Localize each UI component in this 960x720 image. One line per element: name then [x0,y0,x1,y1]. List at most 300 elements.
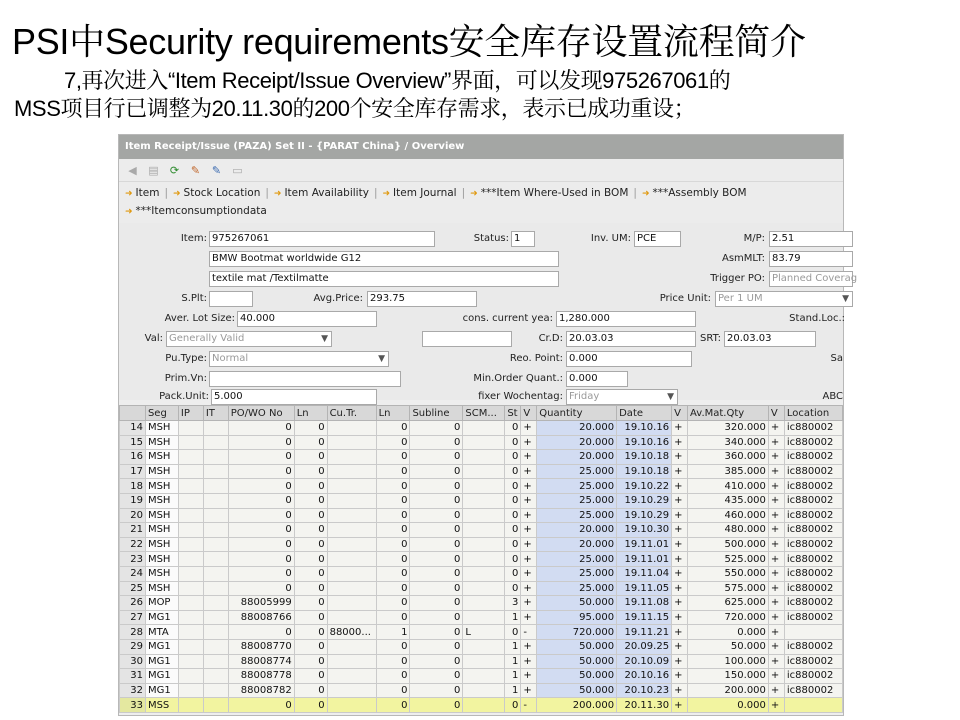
table-cell[interactable]: 460.000 [688,508,769,523]
table-cell[interactable] [463,537,505,552]
avg-price-field[interactable]: 293.75 [367,291,477,307]
table-cell[interactable]: ic880002 [784,654,842,669]
table-cell[interactable] [327,552,376,567]
table-cell[interactable]: 19.10.18 [617,464,672,479]
table-row[interactable] [120,479,843,494]
table-cell[interactable] [178,523,203,538]
table-cell[interactable]: 0 [228,479,294,494]
table-cell[interactable]: 0 [505,552,521,567]
table-cell[interactable]: L [463,625,505,640]
table-cell[interactable]: + [768,596,784,611]
table-cell[interactable]: 19.10.16 [617,435,672,450]
table-cell[interactable]: 525.000 [688,552,769,567]
table-cell[interactable] [463,479,505,494]
table-cell[interactable]: + [672,669,688,684]
table-row[interactable] [120,669,843,684]
table-cell[interactable]: + [521,639,537,654]
table-cell[interactable]: 88008782 [228,683,294,698]
table-cell[interactable]: 0 [376,581,410,596]
table-cell[interactable]: 19.11.01 [617,552,672,567]
table-cell[interactable]: 20.10.23 [617,683,672,698]
table-cell[interactable]: 0 [294,435,327,450]
table-cell[interactable]: 50.000 [537,639,617,654]
table-cell[interactable]: ic880002 [784,683,842,698]
table-cell[interactable]: 19.11.05 [617,581,672,596]
table-cell[interactable]: 385.000 [688,464,769,479]
document-icon[interactable]: ▭ [232,163,243,177]
table-cell[interactable]: 410.000 [688,479,769,494]
table-row[interactable] [120,639,843,654]
table-cell[interactable]: ic880002 [784,435,842,450]
table-cell[interactable]: + [768,669,784,684]
table-cell[interactable] [178,435,203,450]
trigger-po-field[interactable]: Planned Coverag [769,271,853,287]
table-cell[interactable]: 19.11.15 [617,610,672,625]
table-cell[interactable]: 0 [410,508,463,523]
table-cell[interactable]: MTA [145,625,178,640]
table-cell[interactable]: 500.000 [688,537,769,552]
table-cell[interactable]: 0 [294,625,327,640]
table-cell[interactable]: 0 [228,508,294,523]
table-cell[interactable]: 0 [294,421,327,436]
table-cell[interactable]: 0 [294,566,327,581]
val-select[interactable]: Generally Valid ▼ [166,331,332,347]
table-cell[interactable]: 0 [410,450,463,465]
table-cell[interactable]: 0 [228,552,294,567]
back-icon[interactable]: ◀ [128,163,137,177]
status-field[interactable]: 1 [511,231,535,247]
table-cell[interactable]: MG1 [145,654,178,669]
table-cell[interactable]: + [521,669,537,684]
table-cell[interactable]: + [521,479,537,494]
table-cell[interactable]: + [768,610,784,625]
link-item[interactable]: ➜ Item [125,187,160,199]
table-cell[interactable]: 0 [410,654,463,669]
table-cell[interactable]: 0 [228,698,294,713]
table-cell[interactable]: 0 [376,610,410,625]
table-cell[interactable]: 1 [505,669,521,684]
table-cell[interactable]: + [672,421,688,436]
table-cell[interactable] [327,654,376,669]
table-cell[interactable]: 0 [410,625,463,640]
column-header[interactable]: V [521,406,537,421]
column-header[interactable]: IT [203,406,228,421]
table-cell[interactable]: ic880002 [784,537,842,552]
table-cell[interactable]: 1 [505,654,521,669]
table-cell[interactable]: ic880002 [784,464,842,479]
table-cell[interactable]: 0 [505,625,521,640]
table-cell[interactable] [203,537,228,552]
table-cell[interactable]: MSH [145,537,178,552]
table-cell[interactable]: 0 [228,625,294,640]
table-cell[interactable]: + [521,435,537,450]
table-cell[interactable]: 0 [228,537,294,552]
table-cell[interactable]: + [672,566,688,581]
table-cell[interactable]: 0 [410,493,463,508]
table-cell[interactable]: 0 [410,581,463,596]
table-cell[interactable]: 0 [228,464,294,479]
srt-field[interactable]: 20.03.03 [724,331,816,347]
column-header[interactable]: Quantity [537,406,617,421]
table-cell[interactable]: + [521,523,537,538]
table-row[interactable] [120,450,843,465]
table-row[interactable] [120,654,843,669]
table-cell[interactable]: 0 [410,566,463,581]
table-cell[interactable]: 0 [410,669,463,684]
table-cell[interactable] [178,639,203,654]
table-cell[interactable] [203,581,228,596]
table-cell[interactable]: + [521,537,537,552]
table-cell[interactable]: 0 [294,537,327,552]
edit-icon[interactable]: ✎ [211,163,222,177]
table-cell[interactable]: 0 [376,669,410,684]
table-cell[interactable]: MSS [145,698,178,713]
table-cell[interactable]: MSH [145,464,178,479]
table-cell[interactable] [178,625,203,640]
table-cell[interactable]: 1 [505,610,521,625]
table-cell[interactable] [327,508,376,523]
table-cell[interactable] [203,596,228,611]
description-2-field[interactable]: textile mat /Textilmatte [209,271,559,287]
table-cell[interactable]: + [672,552,688,567]
table-cell[interactable] [178,698,203,713]
table-cell[interactable]: + [672,698,688,713]
table-cell[interactable] [327,698,376,713]
description-1-field[interactable]: BMW Bootmat worldwide G12 [209,251,559,267]
table-row[interactable] [120,625,843,640]
table-row[interactable] [120,566,843,581]
table-cell[interactable]: 0 [294,639,327,654]
table-cell[interactable]: 0 [294,552,327,567]
table-cell[interactable]: 0 [376,596,410,611]
table-cell[interactable] [203,698,228,713]
table-cell[interactable] [203,669,228,684]
table-cell[interactable]: 25.000 [537,464,617,479]
table-cell[interactable]: + [768,698,784,713]
table-cell[interactable] [327,479,376,494]
table-cell[interactable]: 0 [228,493,294,508]
table-cell[interactable] [203,683,228,698]
table-cell[interactable]: 0 [410,610,463,625]
table-cell[interactable]: 0 [294,523,327,538]
table-cell[interactable] [784,698,842,713]
column-header[interactable]: Ln [294,406,327,421]
table-cell[interactable]: 19.11.21 [617,625,672,640]
aver-lot-size-field[interactable]: 40.000 [237,311,377,327]
table-row[interactable] [120,698,843,713]
table-row[interactable] [120,581,843,596]
item-field[interactable]: 975267061 [209,231,435,247]
table-cell[interactable]: + [521,683,537,698]
table-cell[interactable]: 0 [505,450,521,465]
table-cell[interactable] [178,508,203,523]
table-cell[interactable]: MSH [145,435,178,450]
table-cell[interactable]: - [521,625,537,640]
table-cell[interactable] [463,552,505,567]
table-cell[interactable]: ic880002 [784,523,842,538]
table-cell[interactable]: + [768,581,784,596]
table-cell[interactable] [784,625,842,640]
table-cell[interactable] [463,464,505,479]
table-cell[interactable] [463,523,505,538]
table-row[interactable] [120,552,843,567]
column-header[interactable]: Ln [376,406,410,421]
table-cell[interactable]: + [672,493,688,508]
table-cell[interactable] [463,581,505,596]
crd-field[interactable]: 20.03.03 [566,331,696,347]
table-cell[interactable]: 100.000 [688,654,769,669]
table-cell[interactable]: MG1 [145,610,178,625]
table-cell[interactable]: 0 [228,566,294,581]
table-cell[interactable]: + [521,596,537,611]
column-header[interactable]: V [768,406,784,421]
table-cell[interactable]: 0 [505,523,521,538]
table-cell[interactable]: 150.000 [688,669,769,684]
table-cell[interactable]: + [768,566,784,581]
table-cell[interactable]: 19.10.18 [617,450,672,465]
link-item-availability[interactable]: ➜ Item Availability [273,187,369,199]
table-cell[interactable]: 0 [505,464,521,479]
table-cell[interactable]: 0 [376,654,410,669]
table-cell[interactable]: 0 [228,450,294,465]
table-row[interactable] [120,683,843,698]
table-cell[interactable] [463,435,505,450]
table-cell[interactable] [178,493,203,508]
table-cell[interactable]: 25.000 [537,552,617,567]
table-cell[interactable] [178,537,203,552]
table-cell[interactable] [178,654,203,669]
table-cell[interactable]: MOP [145,596,178,611]
table-cell[interactable]: + [521,493,537,508]
table-cell[interactable]: 0 [505,566,521,581]
table-cell[interactable]: 88008766 [228,610,294,625]
table-cell[interactable]: 200.000 [537,698,617,713]
column-header[interactable]: IP [178,406,203,421]
table-cell[interactable] [203,435,228,450]
mp-field[interactable]: 2.51 [769,231,853,247]
table-cell[interactable]: 0 [505,537,521,552]
pack-unit-field[interactable]: 5.000 [211,389,377,405]
table-cell[interactable]: + [768,683,784,698]
table-cell[interactable]: 0 [294,479,327,494]
link-item-where-used[interactable]: ➜ ***Item Where-Used in BOM [470,187,629,199]
table-cell[interactable] [178,450,203,465]
table-cell[interactable]: 0 [376,523,410,538]
table-cell[interactable] [327,493,376,508]
table-cell[interactable]: 0 [376,537,410,552]
table-cell[interactable]: 0 [376,493,410,508]
table-cell[interactable] [463,421,505,436]
table-cell[interactable]: + [768,479,784,494]
table-cell[interactable]: + [768,552,784,567]
table-cell[interactable]: + [768,493,784,508]
table-cell[interactable]: 20.10.16 [617,669,672,684]
min-order-quant-field[interactable]: 0.000 [566,371,628,387]
table-cell[interactable] [178,566,203,581]
table-cell[interactable]: 0 [505,581,521,596]
table-cell[interactable]: + [521,581,537,596]
table-cell[interactable]: 0 [294,610,327,625]
table-cell[interactable] [463,698,505,713]
table-cell[interactable]: 0 [410,683,463,698]
table-cell[interactable]: 340.000 [688,435,769,450]
link-stock-location[interactable]: ➜ Stock Location [173,187,261,199]
table-cell[interactable]: ic880002 [784,552,842,567]
table-cell[interactable] [327,421,376,436]
table-cell[interactable]: 0 [505,493,521,508]
cons-current-year-field[interactable]: 1,280.000 [556,311,696,327]
table-cell[interactable]: ic880002 [784,610,842,625]
table-cell[interactable]: MG1 [145,639,178,654]
table-cell[interactable] [178,552,203,567]
column-header[interactable]: Av.Mat.Qty [688,406,769,421]
table-cell[interactable]: 0 [228,581,294,596]
table-cell[interactable]: + [672,435,688,450]
table-cell[interactable]: 0 [505,698,521,713]
table-cell[interactable]: 0 [294,450,327,465]
column-header[interactable]: Seg [145,406,178,421]
table-cell[interactable]: + [521,654,537,669]
table-cell[interactable]: 25.000 [537,581,617,596]
table-cell[interactable]: MSH [145,523,178,538]
table-cell[interactable]: MSH [145,581,178,596]
table-cell[interactable] [327,639,376,654]
table-cell[interactable]: 0 [228,435,294,450]
table-cell[interactable]: 0 [505,421,521,436]
table-cell[interactable] [203,654,228,669]
column-header[interactable]: Cu.Tr. [327,406,376,421]
table-cell[interactable]: 0 [376,464,410,479]
column-header[interactable]: Subline [410,406,463,421]
table-cell[interactable] [463,669,505,684]
table-cell[interactable]: 0 [505,435,521,450]
page-icon[interactable]: ▤ [148,163,159,177]
table-cell[interactable] [327,464,376,479]
table-cell[interactable]: + [672,625,688,640]
link-item-journal[interactable]: ➜ Item Journal [382,187,457,199]
table-cell[interactable]: 0 [376,639,410,654]
table-cell[interactable]: 19.10.16 [617,421,672,436]
table-cell[interactable]: + [768,464,784,479]
table-cell[interactable] [463,450,505,465]
table-cell[interactable]: 0 [294,683,327,698]
table-cell[interactable]: 0 [410,639,463,654]
table-cell[interactable]: 19.10.29 [617,493,672,508]
table-cell[interactable]: 0 [376,479,410,494]
table-cell[interactable]: 0 [228,523,294,538]
column-header[interactable]: PO/WO No [228,406,294,421]
table-cell[interactable]: + [768,523,784,538]
table-cell[interactable] [203,493,228,508]
table-cell[interactable] [178,479,203,494]
table-cell[interactable] [178,464,203,479]
table-cell[interactable]: + [672,508,688,523]
table-cell[interactable] [327,669,376,684]
table-cell[interactable] [203,450,228,465]
table-cell[interactable]: 0 [228,421,294,436]
table-cell[interactable]: 1 [505,639,521,654]
table-cell[interactable] [178,683,203,698]
table-cell[interactable] [203,610,228,625]
table-cell[interactable]: MSH [145,552,178,567]
table-cell[interactable]: + [672,610,688,625]
table-cell[interactable] [463,566,505,581]
table-cell[interactable]: + [768,654,784,669]
table-cell[interactable]: 50.000 [537,654,617,669]
table-cell[interactable]: 1 [505,683,521,698]
table-cell[interactable]: 50.000 [688,639,769,654]
table-cell[interactable]: 0.000 [688,625,769,640]
table-cell[interactable]: + [521,464,537,479]
table-cell[interactable]: 0 [410,421,463,436]
table-cell[interactable]: 360.000 [688,450,769,465]
table-cell[interactable] [178,610,203,625]
table-cell[interactable]: + [768,639,784,654]
table-cell[interactable]: 25.000 [537,566,617,581]
table-cell[interactable]: + [521,508,537,523]
table-cell[interactable] [463,639,505,654]
edit-icon[interactable]: ✎ [190,163,201,177]
table-cell[interactable] [463,508,505,523]
table-row[interactable] [120,537,843,552]
table-cell[interactable]: ic880002 [784,493,842,508]
table-cell[interactable]: + [768,421,784,436]
table-cell[interactable] [463,610,505,625]
table-cell[interactable]: 0 [376,566,410,581]
table-cell[interactable]: 720.000 [688,610,769,625]
table-cell[interactable]: 25.000 [537,493,617,508]
table-cell[interactable]: 20.000 [537,421,617,436]
table-cell[interactable]: 0.000 [688,698,769,713]
table-cell[interactable]: 0 [294,698,327,713]
table-cell[interactable]: 625.000 [688,596,769,611]
table-cell[interactable]: + [672,523,688,538]
table-cell[interactable]: 0 [410,464,463,479]
column-header[interactable]: SCM... [463,406,505,421]
table-cell[interactable] [203,523,228,538]
table-cell[interactable]: 20.000 [537,450,617,465]
table-cell[interactable]: 200.000 [688,683,769,698]
table-cell[interactable]: 0 [294,654,327,669]
link-item-consumption-data[interactable]: ➜ ***Itemconsumptiondata [125,205,267,217]
table-cell[interactable]: 19.10.30 [617,523,672,538]
table-row[interactable] [120,435,843,450]
table-cell[interactable]: MSH [145,479,178,494]
table-cell[interactable]: ic880002 [784,421,842,436]
column-header[interactable] [120,406,146,421]
table-cell[interactable]: 0 [376,435,410,450]
table-cell[interactable]: 0 [294,493,327,508]
table-cell[interactable]: 20.09.25 [617,639,672,654]
table-cell[interactable]: - [521,698,537,713]
table-cell[interactable]: 50.000 [537,669,617,684]
table-cell[interactable]: 20.10.09 [617,654,672,669]
reo-point-field[interactable]: 0.000 [566,351,692,367]
table-cell[interactable]: 95.000 [537,610,617,625]
table-cell[interactable] [463,654,505,669]
table-cell[interactable]: 550.000 [688,566,769,581]
table-cell[interactable]: 0 [410,698,463,713]
table-cell[interactable]: + [672,654,688,669]
table-cell[interactable]: 0 [410,435,463,450]
table-cell[interactable]: 480.000 [688,523,769,538]
table-cell[interactable]: ic880002 [784,639,842,654]
table-cell[interactable]: 0 [410,479,463,494]
table-cell[interactable]: 88008778 [228,669,294,684]
table-cell[interactable]: 0 [294,508,327,523]
table-cell[interactable] [327,596,376,611]
table-row[interactable] [120,523,843,538]
